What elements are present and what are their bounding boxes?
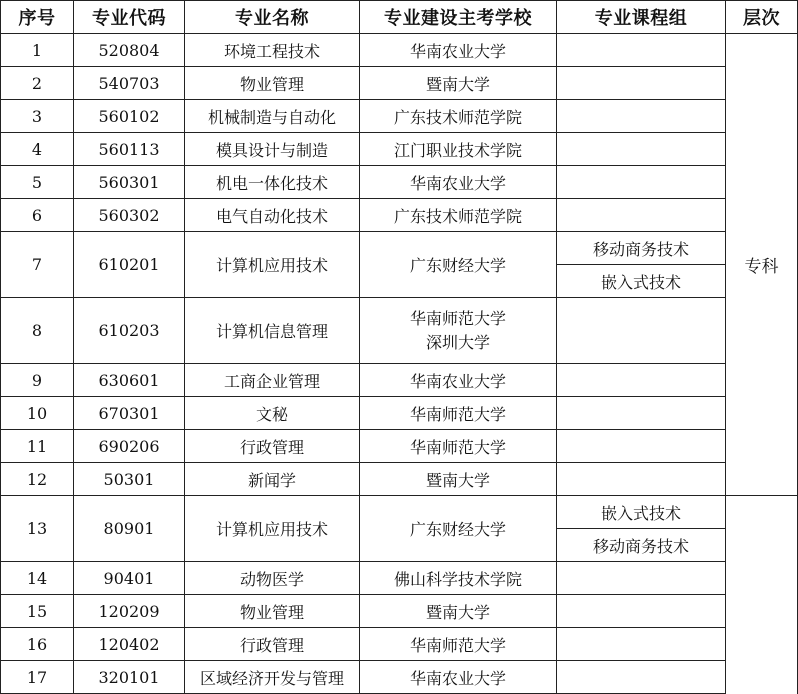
school-cell: 暨南大学: [360, 595, 557, 628]
seq-cell: 4: [1, 133, 74, 166]
course-cell: [557, 100, 726, 133]
course-cell: [557, 430, 726, 463]
header-courses: 专业课程组: [557, 1, 726, 34]
school-cell: 华南农业大学: [360, 166, 557, 199]
code-cell: 50301: [74, 463, 185, 496]
seq-cell: 15: [1, 595, 74, 628]
level-cell-zhuanke: 专科: [726, 34, 798, 496]
course-cell: 嵌入式技术: [557, 265, 726, 298]
school-cell: 暨南大学: [360, 67, 557, 100]
seq-cell: 13: [1, 496, 74, 562]
code-cell: 120209: [74, 595, 185, 628]
header-code: 专业代码: [74, 1, 185, 34]
code-cell: 320101: [74, 661, 185, 694]
table-row: [1, 595, 798, 628]
course-cell: [557, 67, 726, 100]
header-schools: 专业建设主考学校: [360, 1, 557, 34]
name-cell: 物业管理: [185, 595, 360, 628]
school-cell: 广东财经大学: [360, 232, 557, 298]
school-cell: 华南师范大学: [360, 397, 557, 430]
name-cell: 计算机应用技术: [185, 496, 360, 562]
course-cell: [557, 133, 726, 166]
name-cell: 新闻学: [185, 463, 360, 496]
school-cell: 佛山科学技术学院: [360, 562, 557, 595]
code-cell: 90401: [74, 562, 185, 595]
course-cell: [557, 562, 726, 595]
name-cell: 计算机应用技术: [185, 232, 360, 298]
table-row: [1, 463, 798, 496]
school-cell: 广东技术师范学院: [360, 100, 557, 133]
school-cell: 华南农业大学: [360, 661, 557, 694]
name-cell: 机械制造与自动化: [185, 100, 360, 133]
table-row: [1, 166, 798, 199]
seq-cell: 6: [1, 199, 74, 232]
course-cell: [557, 397, 726, 430]
table-row: [1, 397, 798, 430]
course-cell: [557, 34, 726, 67]
name-cell: 动物医学: [185, 562, 360, 595]
code-cell: 630601: [74, 364, 185, 397]
school-cell: 华南师范大学: [360, 430, 557, 463]
code-cell: 540703: [74, 67, 185, 100]
code-cell: 670301: [74, 397, 185, 430]
table-row: [1, 133, 798, 166]
school-cell: 华南师范大学: [360, 628, 557, 661]
code-cell: 560113: [74, 133, 185, 166]
school-cell: 广东技术师范学院: [360, 199, 557, 232]
table-row: [1, 199, 798, 232]
header-row: [1, 1, 798, 34]
table-row: [1, 232, 798, 265]
name-cell: 机电一体化技术: [185, 166, 360, 199]
course-cell: 嵌入式技术: [557, 496, 726, 529]
code-cell: 120402: [74, 628, 185, 661]
seq-cell: 5: [1, 166, 74, 199]
name-cell: 行政管理: [185, 628, 360, 661]
school-cell: 暨南大学: [360, 463, 557, 496]
course-cell: [557, 628, 726, 661]
course-cell: [557, 661, 726, 694]
course-cell: [557, 364, 726, 397]
name-cell: 区域经济开发与管理: [185, 661, 360, 694]
seq-cell: 10: [1, 397, 74, 430]
seq-cell: 9: [1, 364, 74, 397]
course-cell: [557, 595, 726, 628]
course-cell: 移动商务技术: [557, 529, 726, 562]
course-cell: [557, 463, 726, 496]
table-row: [1, 100, 798, 133]
seq-cell: 1: [1, 34, 74, 67]
school-cell: [360, 298, 557, 364]
code-cell: 80901: [74, 496, 185, 562]
seq-cell: 17: [1, 661, 74, 694]
course-cell: [557, 298, 726, 364]
code-cell: 610203: [74, 298, 185, 364]
table-row: [1, 298, 798, 364]
table-row: [1, 628, 798, 661]
header-seq: 序号: [1, 1, 74, 34]
name-cell: 行政管理: [185, 430, 360, 463]
course-cell: [557, 199, 726, 232]
name-cell: 计算机信息管理: [185, 298, 360, 364]
code-cell: 520804: [74, 34, 185, 67]
name-cell: 文秘: [185, 397, 360, 430]
seq-cell: 11: [1, 430, 74, 463]
code-cell: 560302: [74, 199, 185, 232]
table-row: [1, 661, 798, 694]
school-line: 华南师范大学: [409, 308, 506, 328]
table-row: [1, 67, 798, 100]
code-cell: 560102: [74, 100, 185, 133]
code-cell: 690206: [74, 430, 185, 463]
header-level: 层次: [726, 1, 798, 34]
seq-cell: 8: [1, 298, 74, 364]
course-cell: [557, 166, 726, 199]
table-row: [1, 430, 798, 463]
name-cell: 工商企业管理: [185, 364, 360, 397]
seq-cell: 2: [1, 67, 74, 100]
table-row: [1, 562, 798, 595]
seq-cell: 7: [1, 232, 74, 298]
table-row: [1, 364, 798, 397]
name-cell: 环境工程技术: [185, 34, 360, 67]
seq-cell: 16: [1, 628, 74, 661]
name-cell: 模具设计与制造: [185, 133, 360, 166]
seq-cell: 3: [1, 100, 74, 133]
code-cell: 610201: [74, 232, 185, 298]
header-name: 专业名称: [185, 1, 360, 34]
course-cell: 移动商务技术: [557, 232, 726, 265]
table-row: [1, 34, 798, 67]
school-line: 深圳大学: [425, 332, 490, 352]
name-cell: 电气自动化技术: [185, 199, 360, 232]
seq-cell: 14: [1, 562, 74, 595]
code-cell: 560301: [74, 166, 185, 199]
name-cell: 物业管理: [185, 67, 360, 100]
school-cell: 华南农业大学: [360, 364, 557, 397]
table-row: [1, 496, 798, 529]
school-cell: 江门职业技术学院: [360, 133, 557, 166]
school-cell: 华南农业大学: [360, 34, 557, 67]
school-cell: 广东财经大学: [360, 496, 557, 562]
seq-cell: 12: [1, 463, 74, 496]
